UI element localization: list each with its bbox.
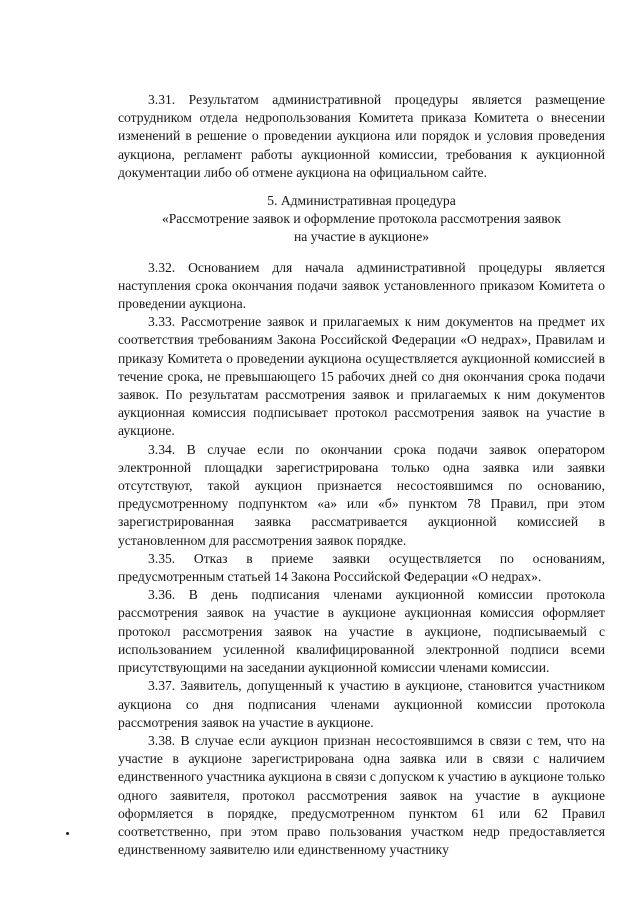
paragraph-3-35: 3.35. Отказ в приеме заявки осуществляется по основаниям, предусмотренным статьей 14 Закона Российской Федерации «О недрах». — [118, 550, 605, 585]
section-heading — [118, 192, 605, 247]
scan-speck — [66, 832, 69, 835]
section-heading-line-1: 5. Административная процедура — [267, 193, 456, 209]
document-page — [118, 91, 605, 859]
paragraph-3-31: 3.31. Результатом административной процедуры является размещение сотрудником отдела недропользования Комитета приказа Комитета о внесении изменений в решение о проведении аукциона или порядок и условия проведения аукциона, регламент работы аукционной комиссии, требования к аукционной документации либо об отмене аукциона на официальном сайте. — [118, 92, 605, 180]
section-heading-line-3: на участие в аукционе» — [293, 229, 430, 245]
paragraph-3-33: 3.33. Рассмотрение заявок и прилагаемых к ним документов на предмет их соответствия требованиям Закона Российской Федерации «О недрах», Правилам и приказу Комитета о проведении аукциона осуществляется аукционной комиссией в течение срока, не превышающего 15 рабочих дней со дня окончания срока подачи заявок. По результатам рассмотрения заявок и прилагаемых к ним документов аукционная комиссия подписывает протокол рассмотрения заявок на участие в аукционе. — [118, 314, 605, 439]
paragraph-3-36: 3.36. В день подписания членами аукционной комиссии протокола рассмотрения заявок на участие в аукционе аукционная комиссия оформляет протокол рассмотрения заявок на участие в аукционе, подписываемый с использованием усиленной квалифицированной электронной подписи всеми присутствующими на заседании аукционной комиссии членами комиссии. — [118, 587, 605, 676]
paragraph-3-32: 3.32. Основанием для начала административной процедуры является наступления срока окончания подачи заявок установленного приказом Комитета о проведении аукциона. — [118, 259, 605, 312]
paragraph-3-34: 3.34. В случае если по окончании срока подачи заявок оператором электронной площадки зарегистрирована только одна заявка или заявки отсутствуют, такой аукцион признается несостоявшимся по основанию, предусмотренному подпунктом «а» или «б» пунктом 78 Правил, при этом зарегистрированная заявка рассматривается аукционной комиссией в установленном для рассмотрения заявок порядке. — [118, 441, 605, 548]
paragraph-3-37: 3.37. Заявитель, допущенный к участию в аукционе, становится участником аукциона со дня подписания членами аукционной комиссии протокола рассмотрения заявок на участие в аукционе. — [118, 678, 605, 730]
paragraph-3-38: 3.38. В случае если аукцион признан несостоявшимся в связи с тем, что на участие в аукционе зарегистрирована одна заявка или в связи с наличием единственного участника аукциона в связи с допуском к участию в аукционе только одного заявителя, протокол рассмотрения заявок на участие в аукционе оформляется в порядке, предусмотренном пунктом 61 или 62 Правил соответственно, при этом право пользования участком недр предоставляется единственному заявителю или единственному участнику — [118, 732, 605, 858]
section-heading-line-2: «Рассмотрение заявок и оформление протокола рассмотрения заявок — [161, 211, 562, 227]
